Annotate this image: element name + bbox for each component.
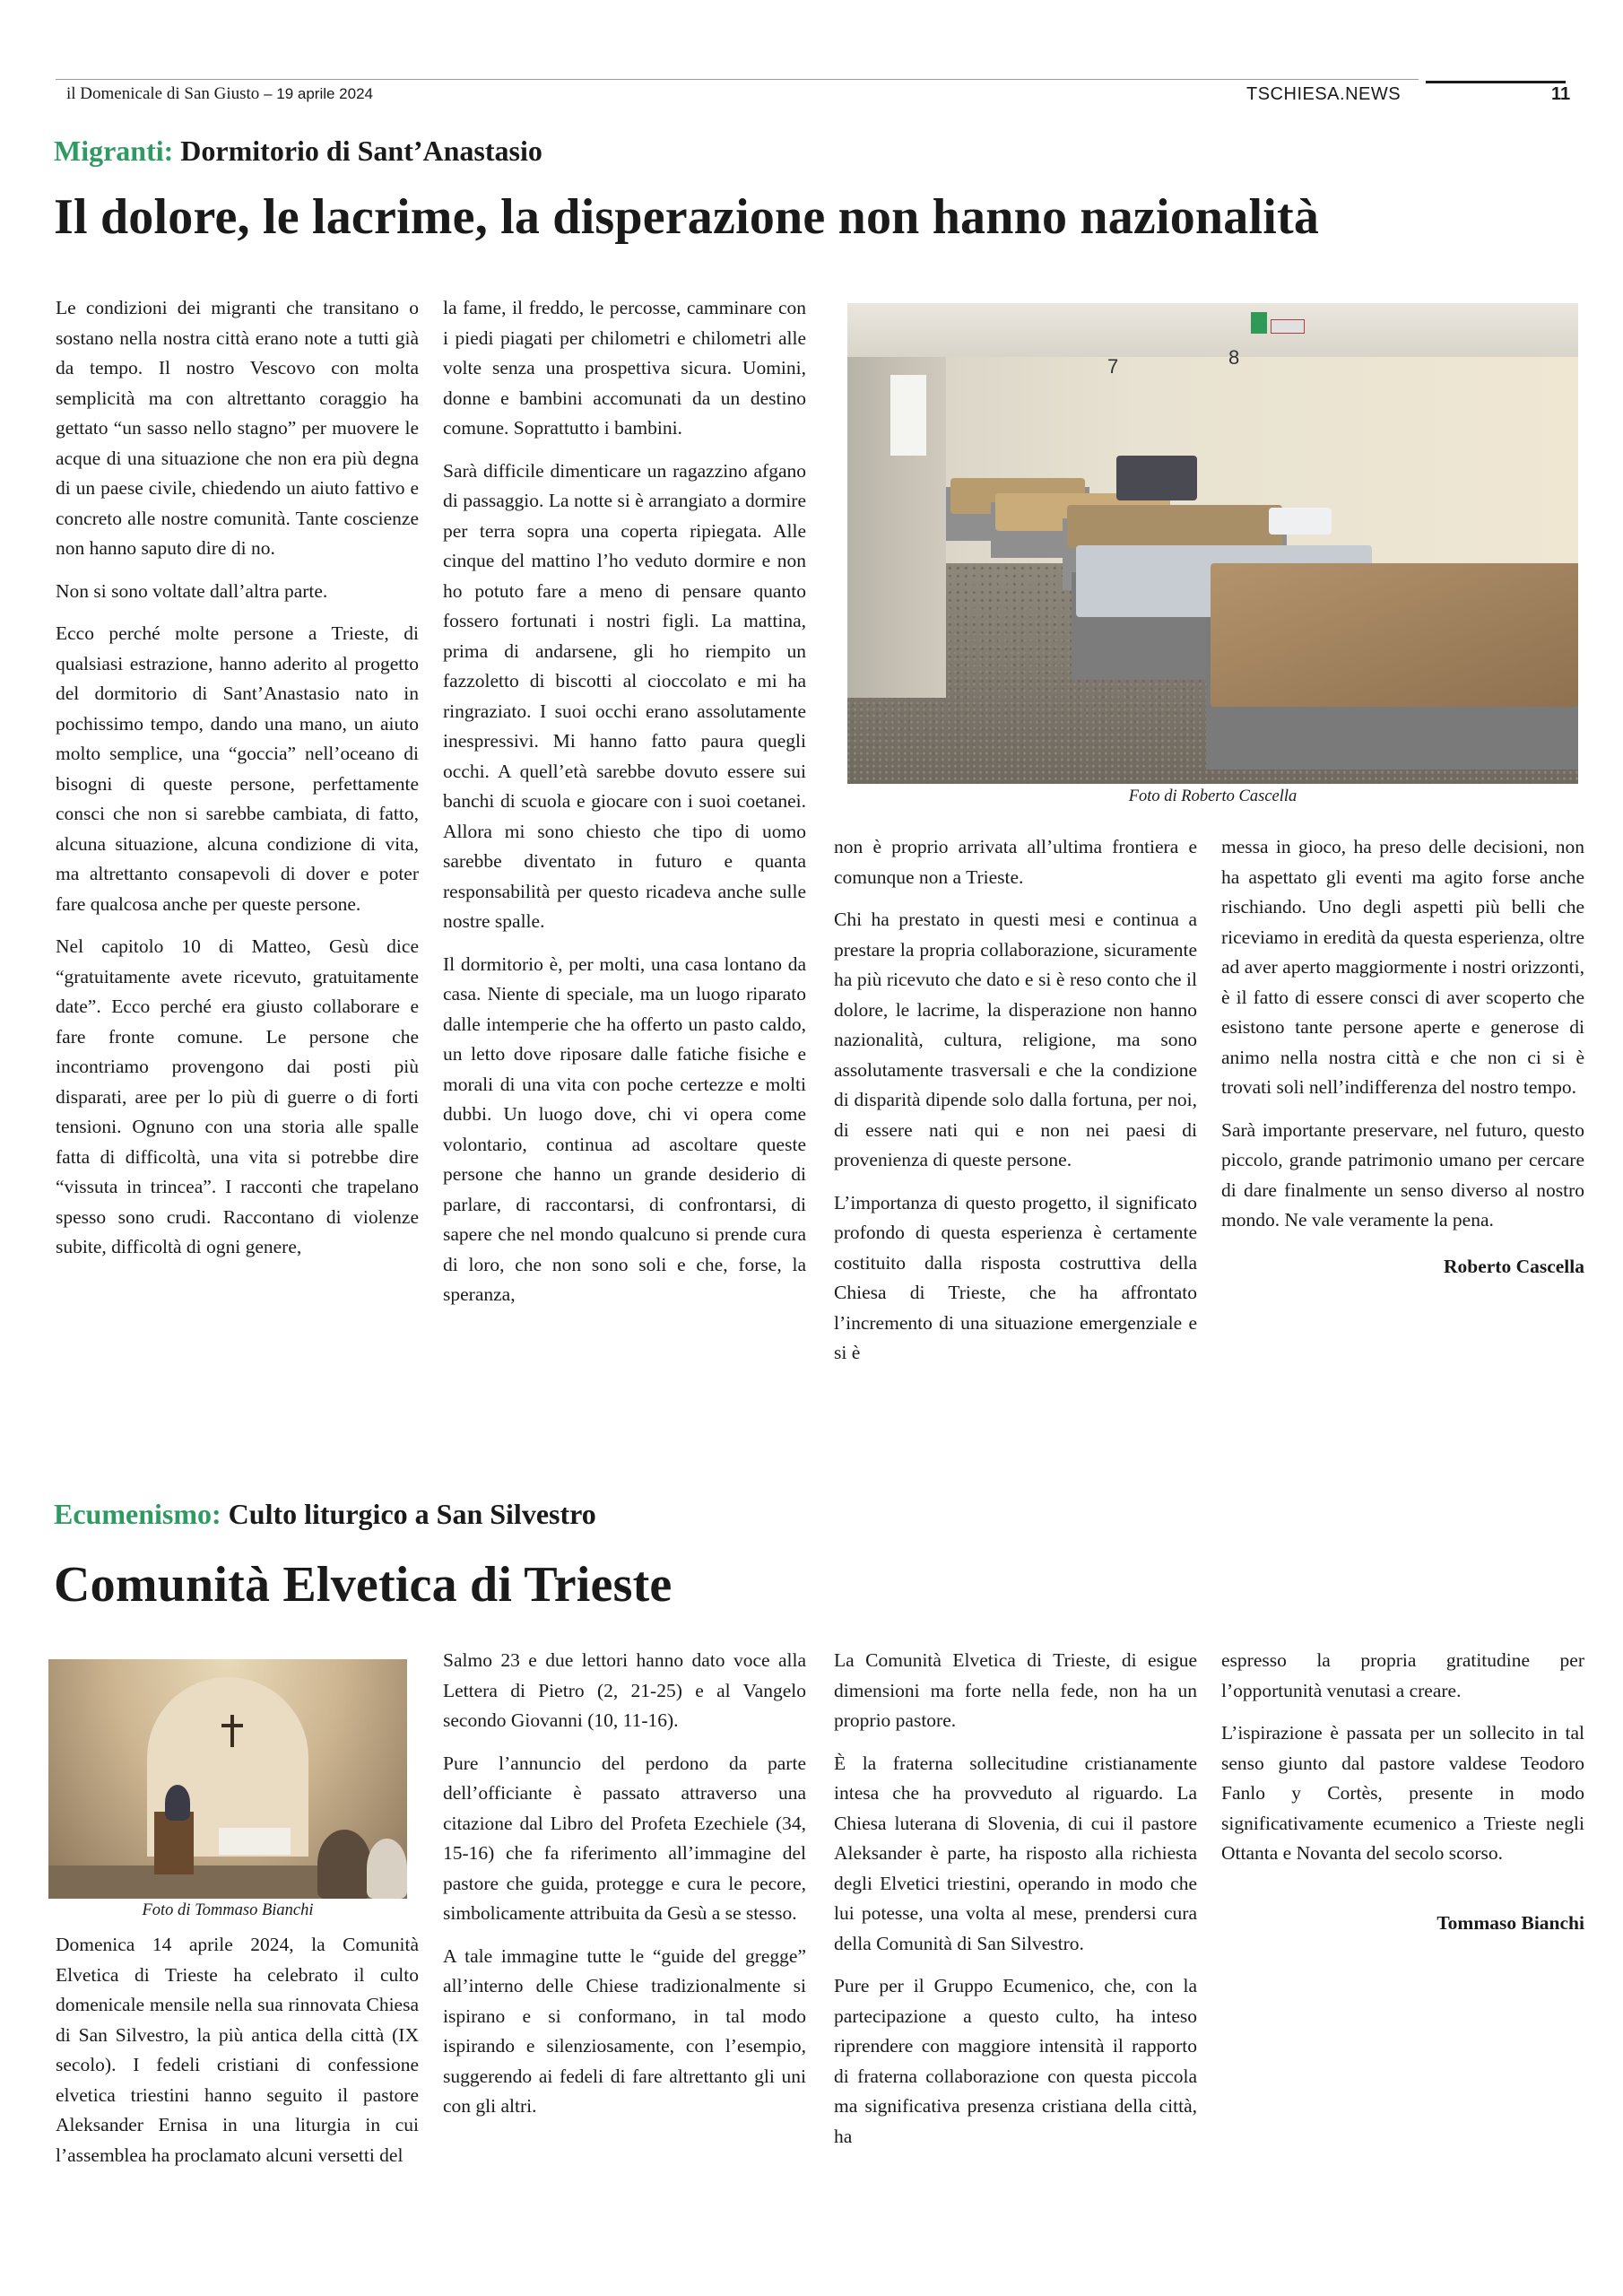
publication-header <box>66 84 373 104</box>
paragraph: Chi ha prestato in questi mesi e continua a prestare la propria collaborazione, sicuramente ha più ricevuto che dato e si è reso conto che il dolore, le lacrime, la disperazione non hanno nazionalità, cultura, religione, ma sono assolutamente trasversali e che la condizione di disparità dipende solo dalla fortuna, per noi, di essere nati qui e non nei paesi di provenienza di queste persone. <box>834 909 1197 1170</box>
article2-column-1 <box>56 1930 419 2170</box>
article2-kicker <box>54 1498 596 1531</box>
paragraph: Domenica 14 aprile 2024, la Comunità Elvetica di Trieste ha celebrato il culto domenicale mensile nella sua rinnovata Chiesa di San Silvestro, la più antica della città (IX secolo). I fedeli cristiani di confessione elvetica triestini hanno seguito il pastore Aleksander Ernisa in una liturgia in cui l’assemblea ha proclamato alcuni versetti del <box>56 1934 419 2166</box>
wall-sign <box>1271 319 1305 334</box>
pillow <box>1269 508 1332 535</box>
congregant-figure <box>317 1830 371 1899</box>
paragraph: Salmo 23 e due lettori hanno dato voce alla Lettera di Pietro (2, 21-25) e al Vangelo secondo Giovanni (10, 11-16). <box>443 1649 806 1731</box>
article2-category: Ecumenismo: <box>54 1498 221 1530</box>
publication-name: il Domenicale di San Giusto <box>66 84 260 103</box>
article1-column-2 <box>443 293 806 1310</box>
dormitory-photo <box>847 303 1578 784</box>
paragraph: L’importanza di questo progetto, il significato profondo di questa esperienza è certamente costituito dalla risposta costruttiva della Chiesa di Trieste, che ha affrontato l’incremento di una situazione emergenziale e si è <box>834 1191 1197 1363</box>
pulpit <box>154 1812 194 1874</box>
room-number-7: 7 <box>1107 355 1119 378</box>
photo-window <box>890 375 926 456</box>
paragraph: L’ispirazione è passata per un sollecito in tal senso giunto dal pastore valdese Teodoro Fanlo y Cortès, presente in modo significativamente ecumenico a Trieste negli Ottanta e Novanta del secolo scorso. <box>1221 1722 1584 1864</box>
paragraph: Il dormitorio è, per molti, una casa lontano da casa. Niente di speciale, ma un luogo riparato dalle intemperie che ha offerto un pasto caldo, un letto dove riposare dalle fatiche fisiche e morali di una vita con poche certezze e molti dubbi. Un luogo dove, chi vi opera come volontario, continua ad ascoltare queste persone che hanno un grande desiderio di parlare, di raccontarsi, di confrontarsi, di sapere che nel mondo qualcuno si prende cura di loro, che non sono soli e che, forse, la speranza, <box>443 952 806 1305</box>
article1-column-1 <box>56 293 419 1263</box>
congregant-figure-2 <box>367 1839 407 1899</box>
header-rule-accent <box>1426 81 1566 83</box>
publication-date: – 19 aprile 2024 <box>264 85 373 102</box>
paragraph: Sarà importante preservare, nel futuro, questo piccolo, grande patrimonio umano per cercare di dare finalmente un senso diverso al nostro mondo. Ne vale veramente la pena. <box>1221 1118 1584 1231</box>
paragraph: la fame, il freddo, le percosse, camminare con i piedi piagati per chilometri e chilometri alle volte senza una prospettiva sicura. Uomini, donne e bambini accomunati da un destino comune. Soprattutto i bambini. <box>443 297 806 439</box>
paragraph: A tale immagine tutte le “guide del gregge” all’interno delle Chiese tradizionalmente si ispirano e si conformano, in tal modo ispirando e silenziosamente, con l’esempio, suggerendo ai fedeli di fare altrettanto gli uni con gli altri. <box>443 1944 806 2117</box>
paragraph: Nel capitolo 10 di Matteo, Gesù dice “gratuitamente avete ricevuto, gratuitamente date”. Ecco perché era giusto collaborare e fare fronte comune. Le persone che incontriamo provengono dai posti più disparati, aree per lo più di guerre o di forti tensioni. Ognuno con una storia alle spalle fatta di difficoltà, una vita si potrebbe dire “vissuta in trincea”. I racconti che trapelano spesso sono crudi. Raccontano di violenze subite, difficoltà di ogni genere, <box>56 935 419 1257</box>
article1-column-4 <box>1221 832 1584 1282</box>
bed-5-blanket <box>1211 563 1578 707</box>
article2-byline: Tommaso Bianchi <box>1436 1911 1584 1934</box>
room-number-8: 8 <box>1228 346 1240 369</box>
article1-byline: Roberto Cascella <box>1443 1255 1584 1277</box>
paragraph: Non si sono voltate dall’altra parte. <box>56 579 328 602</box>
header-rule <box>56 79 1419 80</box>
paragraph: espresso la propria gratitudine per l’opportunità venutasi a creare. <box>1221 1649 1584 1701</box>
pastor-figure <box>165 1785 190 1821</box>
article1-title: Il dolore, le lacrime, la disperazione non hanno nazionalità <box>54 189 1320 245</box>
article2-column-3 <box>834 1646 1197 2152</box>
paragraph: non è proprio arrivata all’ultima frontiera e comunque non a Trieste. <box>834 836 1197 888</box>
paragraph: Pure per il Gruppo Ecumenico, che, con la partecipazione a questo culto, ha inteso riprendere con maggiore intensità il rapporto di fraterna collaborazione con questa piccola ma significativa presenza cristiana della città, ha <box>834 1975 1197 2147</box>
article2-subtitle: Culto liturgico a San Silvestro <box>228 1498 596 1530</box>
paragraph: messa in gioco, ha preso delle decisioni, non ha aspettato gli eventi ma agito forse anche rischiando. Uno degli aspetti più belli che riceviamo in eredità da questa esperienza, oltre ad aver aperto maggiormente i nostri orizzonti, è il fatto di essere consci di aver scoperto che esistono tante persone aperte e generose di animo nella nostra città e che non ci si è trovati soli nell’indifferenza del nostro tempo. <box>1221 836 1584 1098</box>
site-name: TSCHIESA.NEWS <box>1246 84 1402 104</box>
photo-ceiling <box>847 303 1578 357</box>
paragraph: Pure l’annuncio del perdono da parte dell’officiante è passato attraverso una citazione dal Libro del Profeta Ezechiele (34, 15-16) che fa riferimento all’immagine del pastore che guida, protegge e cura le pecore, simbolicamente attribuita da Gesù a se stesso. <box>443 1752 806 1924</box>
article2-title: Comunità Elvetica di Trieste <box>54 1557 673 1613</box>
article2-column-2 <box>443 1646 806 2122</box>
cross-icon <box>230 1715 234 1747</box>
paragraph: La Comunità Elvetica di Trieste, di esigue dimensioni ma forte nella fede, non ha un proprio pastore. <box>834 1649 1197 1731</box>
page-number: 11 <box>1551 84 1571 104</box>
article2-column-4 <box>1221 1646 1584 1938</box>
article2-photo-caption: Foto di Tommaso Bianchi <box>142 1901 314 1919</box>
paragraph: Sarà difficile dimenticare un ragazzino afgano di passaggio. La notte si è arrangiato a dormire per terra sopra una coperta ripiegata. Alle cinque del mattino l’ho veduto dormire e non ho potuto fare a meno di pensare quanto fossero fortunati i nostri figli. La mattina, prima di andarsene, gli ho riempito un fazzoletto di biscotti al cioccolato e mi ha ringraziato. I suoi occhi erano assolutamente inespressivi. Mi hanno fatto paura quegli occhi. A quell’età sarebbe dovuto essere sui banchi di scuola e giocare con i suoi coetanei. Allora mi sono chiesto che tipo di uomo sarebbe diventato in futuro e quanta responsabilità per questo ricadeva anche sulle nostre spalle. <box>443 459 806 932</box>
church-photo <box>48 1659 407 1899</box>
article1-category: Migranti: <box>54 135 174 167</box>
article1-kicker <box>54 135 542 168</box>
paragraph: È la fraterna sollecitudine cristianamente intesa che ha provveduto al riguardo. La Chiesa luterana di Slovenia, di cui il pastore Aleksander è parte, ha risposto alla richiesta degli Elvetici triestini, operando in modo che lui potesse, una volta al mese, prendersi cura della Comunità di San Silvestro. <box>834 1752 1197 1954</box>
bag-on-bed <box>1116 456 1197 500</box>
paragraph: Le condizioni dei migranti che transitano o sostano nella nostra città erano note a tutti già da tempo. Il nostro Vescovo con molta semplicità ma con altrettanto coraggio ha gettato “un sasso nello stagno” per muovere le acque di una situazione che non era più degna di un paese civile, chiedendo un aiuto fattivo e concreto alle nostre comunità. Tante coscienze non hanno saputo dire di no. <box>56 297 419 559</box>
article1-subtitle: Dormitorio di Sant’Anastasio <box>180 135 542 167</box>
bed-3 <box>1067 505 1282 548</box>
emergency-exit-sign <box>1251 312 1267 334</box>
article1-photo-caption: Foto di Roberto Cascella <box>1128 787 1298 805</box>
altar <box>219 1828 291 1855</box>
cross-icon-bar <box>221 1724 243 1727</box>
paragraph: Ecco perché molte persone a Trieste, di qualsiasi estrazione, hanno aderito al progetto del dormitorio di Sant’Anastasio nato in pochissimo tempo, dando una mano, un aiuto molto semplice, una “goccia” nell’oceano di bisogni di queste persone, perfettamente consci che non si sarebbe cambiata, di fatto, alcuna situazione, alcuna condizione di vita, ma altrettanto consapevoli di dover e poter fare qualcosa anche per queste persone. <box>56 622 419 915</box>
article1-column-3 <box>834 832 1197 1369</box>
